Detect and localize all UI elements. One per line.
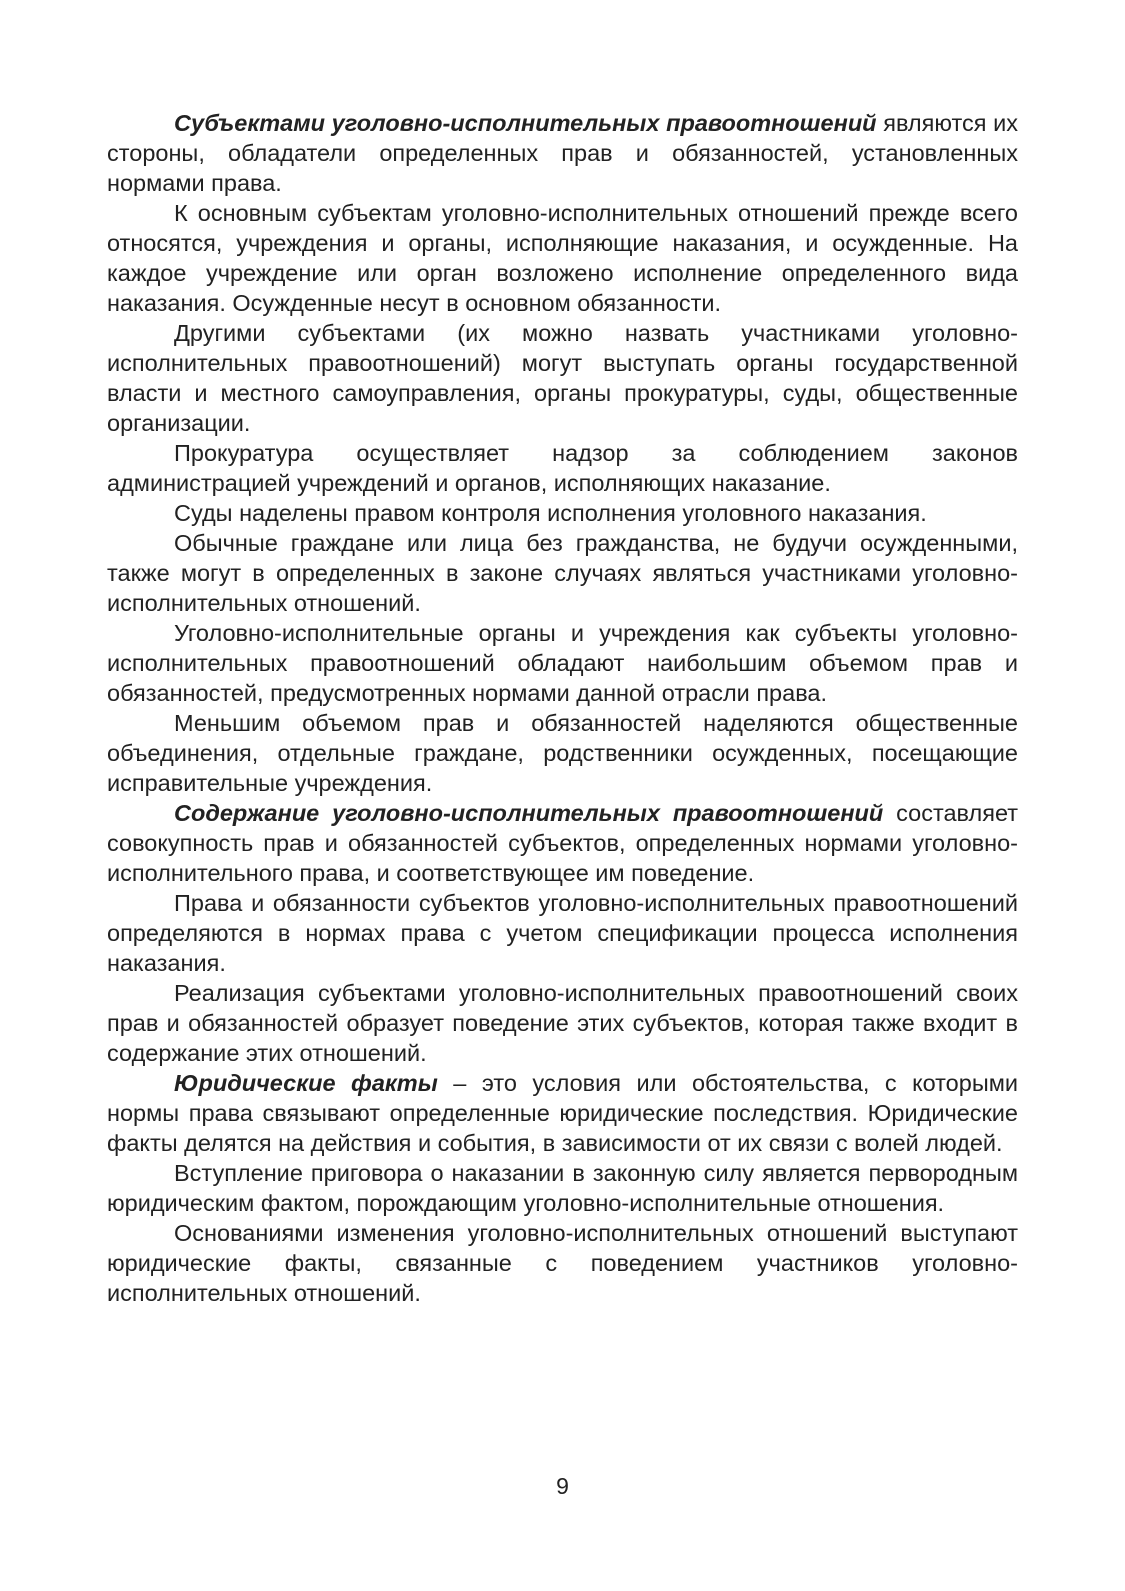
paragraph-realization (107, 978, 1018, 1068)
paragraph-text: Реализация субъектами уголовно-исполнительных правоотношений своих прав и обязанностей образует поведение этих субъектов, которая также входит в содержание этих отношений. (107, 980, 1018, 1066)
paragraph-subjects-definition (107, 108, 1018, 198)
paragraph-text: Основаниями изменения уголовно-исполнительных отношений выступают юридические факты, связанные с поведением участников уголовно-исполнительных отношений. (107, 1220, 1018, 1306)
paragraph-citizens (107, 528, 1018, 618)
term-legal-facts: Юридические факты (174, 1070, 438, 1096)
paragraph-text: Права и обязанности субъектов уголовно-исполнительных правоотношений определяются в нормах права с учетом спецификации процесса исполнения наказания. (107, 890, 1018, 976)
paragraph-text: Меньшим объемом прав и обязанностей наделяются общественные объединения, отдельные граждане, родственники осужденных, посещающие исправительные учреждения. (107, 710, 1018, 796)
paragraph-main-subjects (107, 198, 1018, 318)
paragraph-other-subjects (107, 318, 1018, 438)
paragraph-courts (107, 498, 1018, 528)
paragraph-institutions (107, 618, 1018, 708)
paragraph-text: являются их стороны, обладатели определенных прав и обязанностей, установленных нормами права. (107, 110, 1018, 196)
paragraph-text: Уголовно-исполнительные органы и учреждения как субъекты уголовно-исполнительных правоотношений обладают наибольшим объемом прав и обязанностей, предусмотренных нормами данной отрасли права. (107, 620, 1018, 706)
paragraph-text: Прокуратура осуществляет надзор за соблюдением законов администрацией учреждений и органов, исполняющих наказание. (107, 440, 1018, 496)
paragraph-text: Другими субъектами (их можно назвать участниками уголовно-исполнительных правоотношений) могут выступать органы государственной власти и местного самоуправления, органы прокуратуры, суды, общественные организации. (107, 320, 1018, 436)
paragraph-text: Обычные граждане или лица без гражданства, не будучи осужденными, также могут в определенных в законе случаях являться участниками уголовно-исполнительных отношений. (107, 530, 1018, 616)
paragraph-text: составляет совокупность прав и обязанностей субъектов, определенных нормами уголовно-исполнительного права, и соответствующее им поведение. (107, 800, 1018, 886)
paragraph-sentence-entry (107, 1158, 1018, 1218)
term-content: Содержание уголовно-исполнительных правоотношений (174, 800, 884, 826)
paragraph-rights-duties (107, 888, 1018, 978)
paragraph-text: – это условия или обстоятельства, с которыми нормы права связывают определенные юридические последствия. Юридические факты делятся на действия и события, в зависимости от их связи с волей людей. (107, 1070, 1018, 1156)
page-body (107, 108, 1018, 1308)
paragraph-legal-facts (107, 1068, 1018, 1158)
paragraph-text: Суды наделены правом контроля исполнения уголовного наказания. (174, 500, 927, 526)
paragraph-prosecution (107, 438, 1018, 498)
paragraph-content-definition (107, 798, 1018, 888)
page-number: 9 (556, 1473, 569, 1499)
term-subjects: Субъектами уголовно-исполнительных правоотношений (174, 110, 877, 136)
paragraph-change-grounds (107, 1218, 1018, 1308)
paragraph-public-associations (107, 708, 1018, 798)
paragraph-text: К основным субъектам уголовно-исполнительных отношений прежде всего относятся, учреждения и органы, исполняющие наказания, и осужденные. На каждое учреждение или орган возложено исполнение определенного вида наказания. Осужденные несут в основном обязанности. (107, 200, 1018, 316)
paragraph-text: Вступление приговора о наказании в законную силу является первородным юридическим фактом, порождающим уголовно-исполнительные отношения. (107, 1160, 1018, 1216)
